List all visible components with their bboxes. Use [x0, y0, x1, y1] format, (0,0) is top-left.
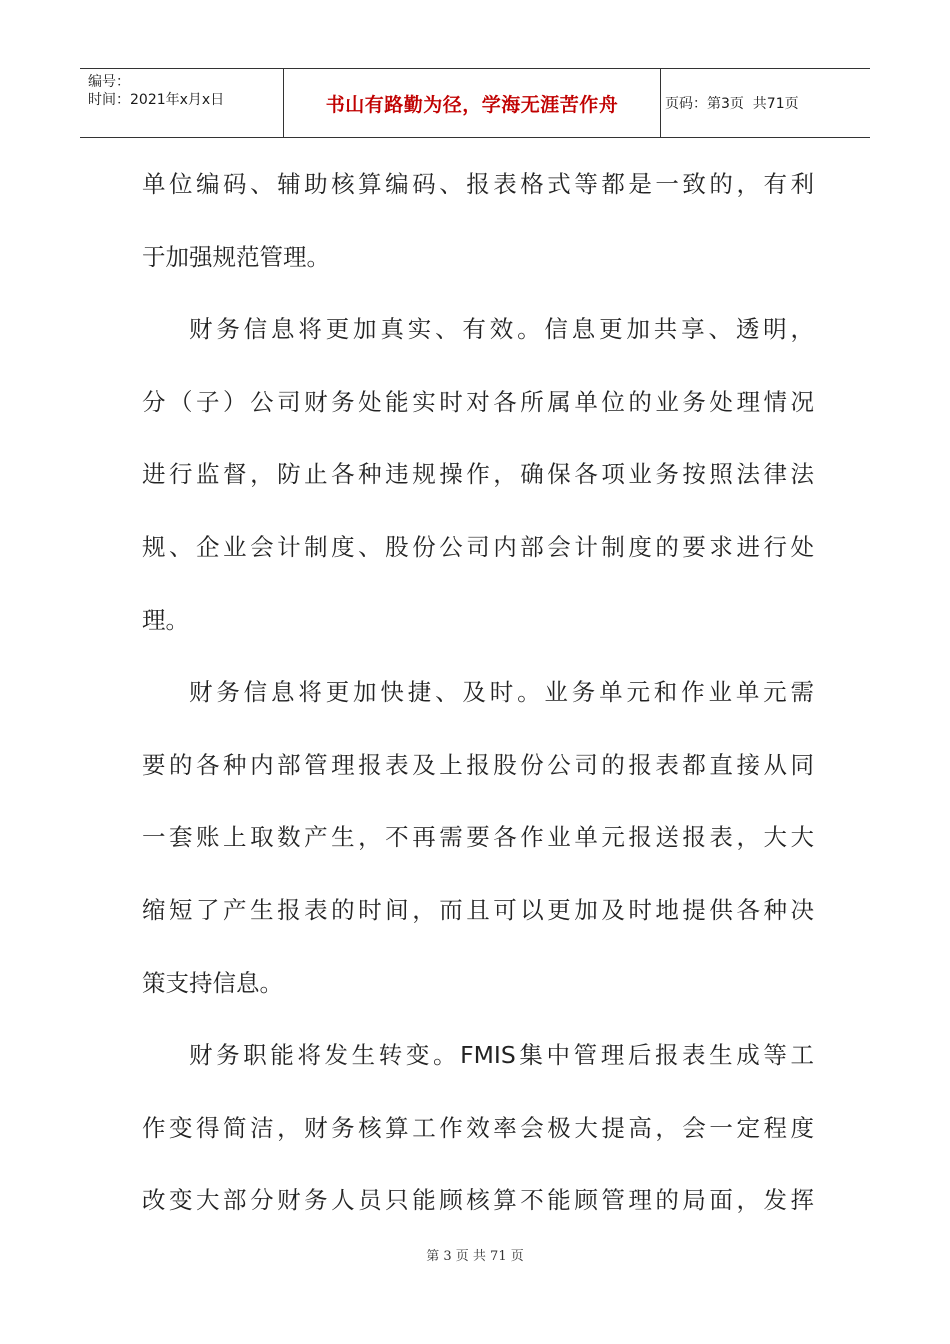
number-label: 编号： [88, 74, 130, 90]
body-line: 财务信息将更加快捷、及时。业务单元和作业单元需 [189, 678, 814, 707]
body-line: 规、企业会计制度、股份公司内部会计制度的要求进行处 [142, 532, 814, 561]
body-line: 单位编码、辅助核算编码、报表格式等都是一致的，有利 [142, 170, 814, 198]
body-line: 理。 [142, 605, 189, 634]
page-label: 页码：第3页 共71页 [665, 96, 799, 112]
body-line: 分（子）公司财务处能实时对各所属单位的业务处理情况 [142, 387, 814, 416]
document-body [142, 148, 814, 1237]
page-footer: 第 3 页 共 71 页 [426, 1249, 524, 1264]
body-line: 财务信息将更加真实、有效。信息更加共享、透明， [189, 315, 814, 344]
page-header [80, 68, 870, 138]
header-page-info [661, 69, 870, 137]
body-line: 财务职能将发生转变。FMIS集中管理后报表生成等工 [189, 1041, 814, 1070]
body-line: 一套账上取数产生，不再需要各作业单元报送报表，大大 [142, 823, 814, 852]
body-line: 缩短了产生报表的时间，而且可以更加及时地提供各种决 [142, 895, 814, 924]
body-line: 改变大部分财务人员只能顾核算不能顾管理的局面，发挥 [142, 1186, 814, 1215]
body-line: 要的各种内部管理报表及上报股份公司的报表都直接从同 [142, 750, 814, 779]
body-line: 作变得简洁，财务核算工作效率会极大提高，会一定程度 [142, 1113, 814, 1142]
header-motto: 书山有路勤为径，学海无涯苦作舟 [283, 69, 661, 137]
body-line: 策支持信息。 [142, 968, 283, 997]
body-line: 于加强规范管理。 [142, 242, 330, 271]
body-line: 进行监督，防止各种违规操作，确保各项业务按照法律法 [142, 460, 814, 489]
header-meta [80, 69, 283, 137]
date-label: 时间：2021年x月x日 [88, 92, 225, 108]
